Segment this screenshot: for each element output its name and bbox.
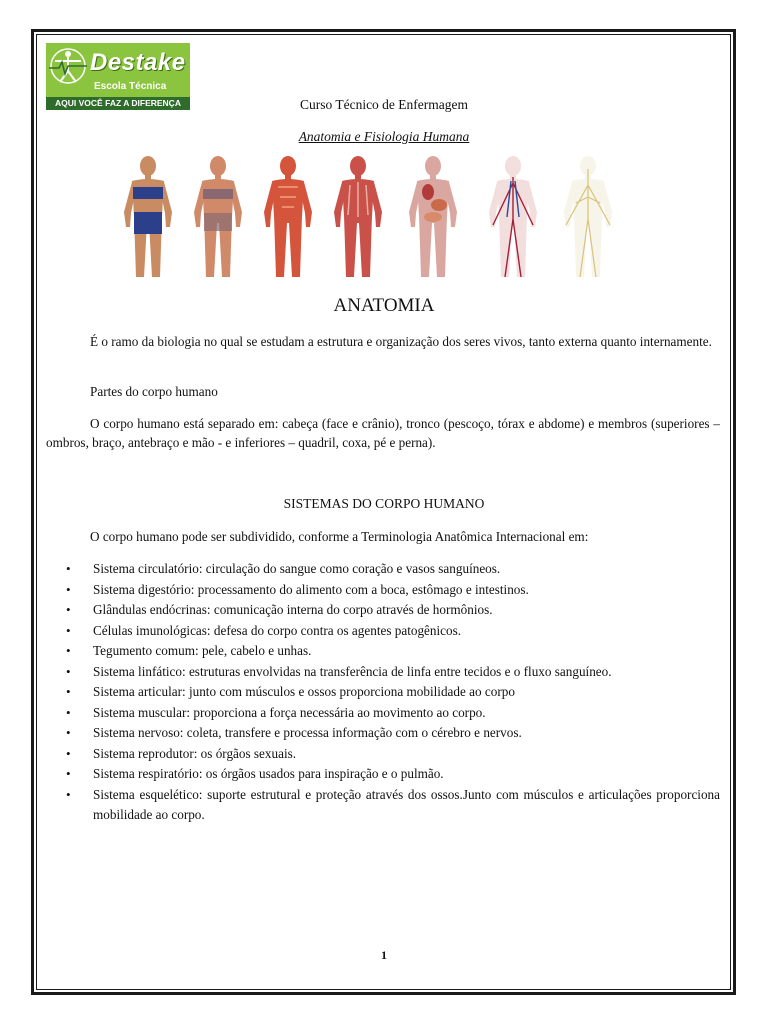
logo-subtitle: Escola Técnica [94,81,167,92]
figure-deep-muscle [334,156,382,277]
systems-heading: SISTEMAS DO CORPO HUMANO [283,496,485,511]
list-item: • Sistema respiratório: os órgãos usados para inspiração e o pulmão. [46,764,720,785]
figure-muscle [264,156,312,277]
list-item: • Glândulas endócrinas: comunicação interna do corpo através de hormônios. [46,600,720,621]
list-item: • Sistema nervoso: coleta, transfere e processa informação com o cérebro e nervos. [46,723,720,744]
intro-paragraph: É o ramo da biologia no qual se estudam a estrutura e organização dos seres vivos, tanto externa quanto internamente. [90,334,712,349]
list-item: • Sistema articular: junto com músculos e ossos proporciona mobilidade ao corpo [46,682,720,703]
list-item: • Sistema esquelético: suporte estrutural e proteção através dos ossos.Junto com músculos e articulações proporciona mobilidade ao corpo. [46,785,720,826]
vitruvian-heartbeat-icon [49,46,87,88]
logo-name: Destake [90,49,186,76]
page-number: 1 [381,948,387,962]
figure-nervous [564,156,612,277]
list-item: • Sistema reprodutor: os órgãos sexuais. [46,744,720,765]
figure-subcutaneous [194,156,242,277]
parts-title: Partes do corpo humano [90,384,218,399]
list-item: • Sistema muscular: proporciona a força necessária ao movimento ao corpo. [46,703,720,724]
section-heading-anatomia: ANATOMIA [333,295,435,316]
figure-skin [124,156,172,277]
course-title: Curso Técnico de Enfermagem [299,97,469,112]
parts-paragraph: O corpo humano está separado em: cabeça (face e crânio), tronco (pescoço, tórax e abdome) e membros (superiores – ombros, braço, antebraço e mão - e inferiores – quadril, coxa, pé e perna). [46,416,720,450]
subject-title: Anatomia e Fisiologia Humana [298,129,470,144]
anatomy-layers-banner [118,155,648,282]
list-item: • Sistema digestório: processamento do alimento com a boca, estômago e intestinos. [46,580,720,601]
figure-organs [409,156,457,277]
systems-list [46,559,720,826]
list-item: • Células imunológicas: defesa do corpo contra os agentes patogênicos. [46,621,720,642]
systems-intro: O corpo humano pode ser subdividido, conforme a Terminologia Anatômica Internacional em: [90,529,589,544]
logo-tagline: AQUI VOCÊ FAZ A DIFERENÇA [46,97,190,110]
list-item: • Tegumento comum: pele, cabelo e unhas. [46,641,720,662]
list-item: • Sistema circulatório: circulação do sangue como coração e vasos sanguíneos. [46,559,720,580]
figure-vascular [489,156,537,277]
list-item: • Sistema linfático: estruturas envolvidas na transferência de linfa entre tecidos e o fluxo sanguíneo. [46,662,720,683]
